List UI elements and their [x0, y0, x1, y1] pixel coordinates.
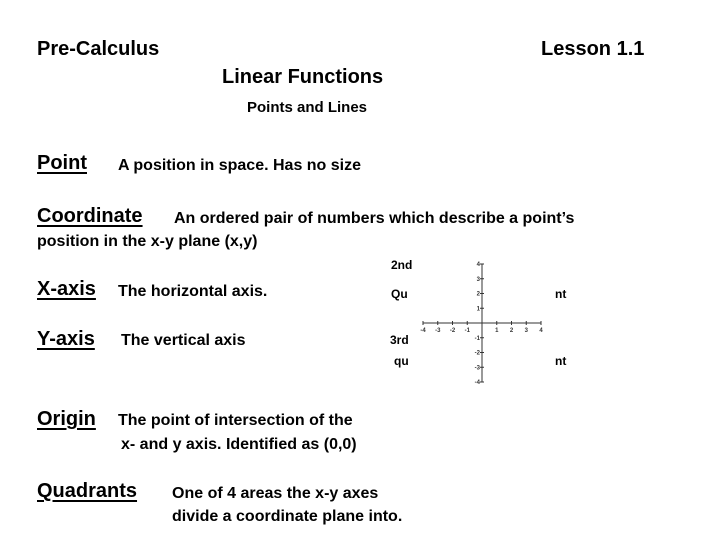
- definition-origin: The point of intersection of the: [118, 412, 353, 429]
- x-tick-label: -3: [435, 328, 441, 334]
- definition-coordinate: An ordered pair of numbers which describe a point’s: [174, 210, 575, 227]
- definition-y-axis: The vertical axis: [121, 332, 246, 349]
- y-tick-label: 1: [476, 306, 480, 313]
- definition-quadrants: One of 4 areas the x-y axes: [172, 485, 379, 502]
- x-tick-label: 1: [495, 328, 499, 334]
- term-quadrants: Quadrants: [37, 480, 138, 502]
- quadrant-4-label: nt: [555, 354, 567, 368]
- x-tick-label: -4: [420, 328, 426, 334]
- page-subtitle: Points and Lines: [247, 99, 368, 116]
- coordinate-plane: [415, 252, 550, 388]
- y-tick-label: 3: [476, 276, 480, 283]
- y-tick-label: 4: [476, 262, 480, 268]
- y-tick-label: -3: [474, 365, 480, 372]
- definition-point: A position in space. Has no size: [118, 157, 362, 174]
- term-coordinate: Coordinate: [37, 205, 143, 227]
- page-title: Linear Functions: [222, 66, 384, 88]
- x-tick-label: -1: [464, 328, 470, 334]
- coordinate-plane-svg: [415, 252, 550, 388]
- term-point: Point: [37, 152, 87, 174]
- term-origin: Origin: [37, 408, 96, 430]
- x-tick-label: -2: [449, 328, 456, 334]
- y-tick-label: 2: [476, 291, 480, 298]
- y-tick-label: -1: [474, 335, 480, 342]
- definition-quadrants-cont: divide a coordinate plane into.: [172, 508, 403, 525]
- quadrant-2-label-b: Qu: [391, 287, 408, 301]
- definition-x-axis: The horizontal axis.: [118, 283, 268, 300]
- lesson-number: Lesson 1.1: [541, 38, 645, 60]
- quadrant-1-label: nt: [555, 287, 567, 301]
- quadrant-3-label: 3rd: [390, 333, 409, 347]
- definition-origin-cont: x- and y axis. Identified as (0,0): [121, 436, 357, 453]
- term-y-axis: Y-axis: [37, 328, 95, 350]
- y-tick-label: -2: [474, 350, 480, 357]
- quadrant-2-label: 2nd: [391, 258, 413, 272]
- y-tick-label: -4: [474, 380, 480, 386]
- course-title: Pre-Calculus: [37, 38, 160, 60]
- x-tick-label: 2: [509, 328, 514, 334]
- x-tick-label: 3: [524, 328, 528, 334]
- x-tick-label: 4: [539, 328, 543, 334]
- definition-coordinate-cont: position in the x-y plane (x,y): [37, 233, 258, 250]
- term-x-axis: X-axis: [37, 278, 96, 300]
- quadrant-3-label-b: qu: [394, 354, 409, 368]
